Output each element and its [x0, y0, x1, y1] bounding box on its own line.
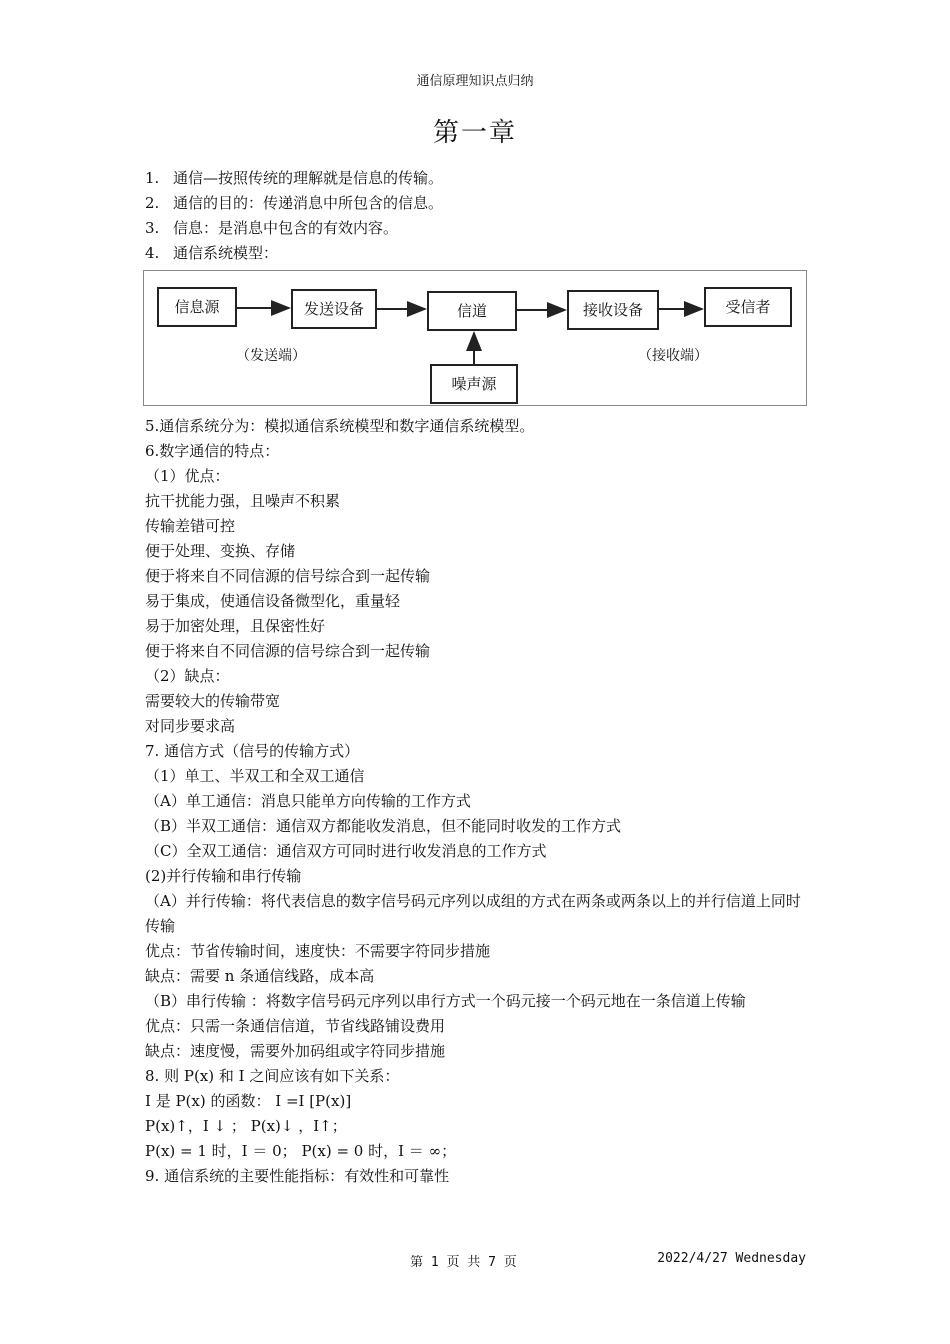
text-line: I 是 P(x) 的函数： I =I [P(x)] — [145, 1092, 352, 1110]
info-source-box: 信息源 — [157, 287, 237, 327]
list-item: 1. 通信—按照传统的理解就是信息的传输。 — [145, 169, 444, 187]
text-line: 便于处理、变换、存储 — [145, 542, 296, 560]
text-line: 9. 通信系统的主要性能指标：有效性和可靠性 — [145, 1167, 450, 1185]
list-item: 4. 通信系统模型： — [145, 244, 279, 262]
text-line: （2）缺点： — [145, 667, 230, 685]
text-line: 5.通信系统分为：模拟通信系统模型和数字通信系统模型。 — [145, 417, 535, 435]
sink-box: 受信者 — [704, 287, 792, 327]
text-line: （A）单工通信：消息只能单方向传输的工作方式 — [145, 792, 471, 810]
body-text — [145, 414, 810, 1189]
text-line: 需要较大的传输带宽 — [145, 692, 281, 710]
intro-list — [145, 166, 810, 266]
noise-source-box: 噪声源 — [430, 364, 518, 404]
list-item: 2. 通信的目的：传递消息中所包含的信息。 — [145, 194, 444, 212]
text-line: 优点：节省传输时间，速度快：不需要字符同步措施 — [145, 942, 491, 960]
text-line: 对同步要求高 — [145, 717, 236, 735]
text-line: P(x) = 1 时，I ＝ 0； P(x) = 0 时，I ＝ ∞； — [145, 1142, 457, 1160]
text-line: （1）优点： — [145, 467, 230, 485]
text-line: 优点：只需一条通信信道，节省线路铺设费用 — [145, 1017, 446, 1035]
chapter-title: 第一章 — [432, 118, 517, 148]
text-line: 便于将来自不同信源的信号综合到一起传输 — [145, 642, 431, 660]
text-line: 缺点：需要 n 条通信线路，成本高 — [145, 967, 375, 985]
list-item: 3. 信息：是消息中包含的有效内容。 — [145, 219, 399, 237]
text-line: （B）半双工通信：通信双方都能收发消息，但不能同时收发的工作方式 — [145, 817, 622, 835]
text-line: 8. 则 P(x) 和 I 之间应该有如下关系： — [145, 1067, 400, 1085]
text-line: 6.数字通信的特点： — [145, 442, 280, 460]
text-line: （1）单工、半双工和全双工通信 — [145, 767, 365, 785]
text-line: (2)并行传输和串行传输 — [145, 867, 302, 885]
text-line: （A）并行传输：将代表信息的数字信号码元序列以成组的方式在两条或两条以上的并行信道上同时传输 — [145, 892, 801, 935]
text-line: 易于加密处理，且保密性好 — [145, 617, 326, 635]
channel-box: 信道 — [427, 291, 517, 331]
text-line: 抗干扰能力强，且噪声不积累 — [145, 492, 341, 510]
text-line: 缺点：速度慢，需要外加码组或字符同步措施 — [145, 1042, 446, 1060]
page-header: 通信原理知识点归纳 — [416, 74, 534, 89]
page-number: 第 1 页 共 7 页 — [410, 1255, 517, 1270]
text-line: 传输差错可控 — [145, 517, 236, 535]
text-line: 便于将来自不同信源的信号综合到一起传输 — [145, 567, 431, 585]
text-line: （C）全双工通信：通信双方可同时进行收发消息的工作方式 — [145, 842, 547, 860]
text-line: 7. 通信方式（信号的传输方式） — [145, 742, 360, 760]
communication-system-diagram — [143, 270, 807, 406]
receiver-box: 接收设备 — [567, 290, 659, 330]
transmitter-box: 发送设备 — [291, 289, 377, 329]
transmitter-caption: （发送端） — [236, 348, 306, 364]
text-line: P(x)↑，I ↓ ； P(x)↓ ，I↑； — [145, 1117, 347, 1135]
footer-date: 2022/4/27 Wednesday — [657, 1251, 806, 1266]
text-line: 易于集成，使通信设备微型化，重量轻 — [145, 592, 401, 610]
receiver-caption: （接收端） — [638, 348, 708, 364]
text-line: （B）串行传输 ：将数字信号码元序列以串行方式一个码元接一个码元地在一条信道上传输 — [145, 992, 746, 1010]
